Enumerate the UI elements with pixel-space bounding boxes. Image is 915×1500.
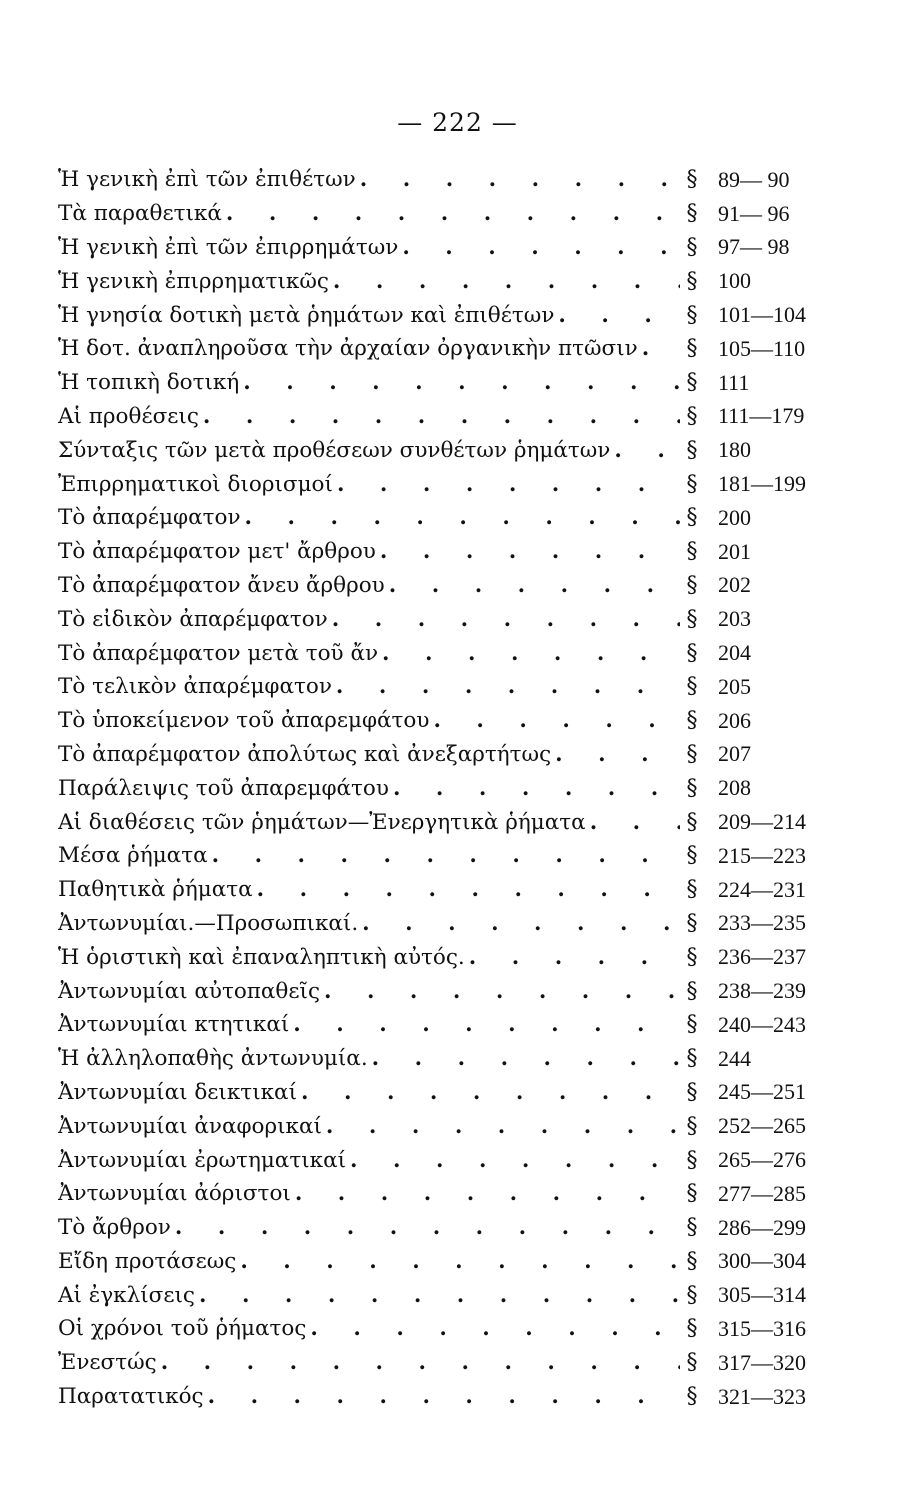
toc-entry-title: Παρατατικός [58,1384,204,1410]
toc-entry-title: Ἐνεστώς [58,1350,157,1376]
dot-leader [240,1249,680,1274]
dot-leader [301,1080,680,1105]
section-sign: § [686,1147,698,1173]
dot-leader [614,438,680,463]
toc-entry-reference: 315—316 [718,1315,806,1341]
section-sign: § [686,775,698,801]
toc-entry [58,704,853,738]
toc-entry-reference: 317—320 [718,1349,806,1375]
toc-entry-title: Ἡ δοτ. ἀναπληροῦσα τὴν ἀρχαίαν ὀργανικὴν πτῶσιν [58,336,638,362]
toc-entry [58,501,853,535]
section-sign: § [686,403,698,429]
toc-entry [58,1076,853,1110]
toc-entry-title: Τὸ τελικὸν ἀπαρέμφατον [58,674,332,700]
toc-entry [58,907,853,941]
section-sign: § [686,843,698,869]
toc-entry-title: Εἴδη προτάσεως [58,1248,237,1274]
toc-entry [58,332,853,366]
section-sign: § [686,234,698,260]
dot-leader [469,945,680,970]
toc-entry-reference: 240—243 [718,1011,806,1037]
toc-entry-reference: 101—104 [718,302,806,328]
toc-entry-title: Τὸ εἰδικὸν ἀπαρέμφατον [58,606,328,632]
section-sign: § [686,708,698,734]
toc-entry [58,602,853,636]
toc-entry-reference: 300—304 [718,1248,806,1274]
toc-entry [58,839,853,873]
section-sign: § [686,1282,698,1308]
toc-entry [58,1380,853,1414]
dot-leader [199,1283,680,1308]
dot-leader [555,742,680,767]
toc-entry [58,1177,853,1211]
dot-leader [350,1148,680,1173]
toc-entry [58,1109,853,1143]
dot-leader [293,1012,680,1037]
toc-entry-reference: 111—179 [718,403,805,429]
toc-entry-reference: 265—276 [718,1147,806,1172]
toc-entry-title: Παράλειψις τοῦ ἀπαρεμφάτου [58,775,389,801]
dot-leader [212,843,680,868]
section-sign: § [686,741,698,767]
toc-entry-title: Αἱ προθέσεις [58,403,199,429]
section-sign: § [686,944,698,970]
toc-entry-title: Οἱ χρόνοι τοῦ ῥήματος [58,1316,307,1342]
dot-leader [362,911,680,936]
toc-entry-reference: 97— 98 [718,234,790,260]
toc-entry-title: Τὸ ἀπαρέμφατον ἀπολύτως καὶ ἀνεξαρτήτως [58,741,552,767]
toc-entry [58,400,853,434]
section-sign: § [686,336,698,362]
toc-entry-reference: 238—239 [718,978,806,1004]
toc-entry-reference: 204 [718,640,751,666]
dot-leader [326,1114,680,1139]
section-sign: § [686,978,698,1004]
dot-leader [243,370,680,395]
toc-entry-reference: 233—235 [718,910,806,936]
toc-entry-reference: 245—251 [718,1079,806,1105]
toc-entry-title: Σύνταξις τῶν μετὰ προθέσεων συνθέτων ῥημάτων [58,437,611,463]
toc-entry [58,1008,853,1042]
toc-entry [58,873,853,907]
toc-entry [58,805,853,839]
section-sign: § [686,1316,698,1342]
toc-entry-reference: 111 [718,369,750,395]
dot-leader [203,404,680,429]
toc-entry [58,366,853,400]
toc-entry-reference: 244 [718,1045,751,1071]
toc-entry [58,974,853,1008]
dot-leader [360,167,680,192]
dot-leader [337,472,680,497]
section-sign: § [686,539,698,565]
section-sign: § [686,1046,698,1072]
dot-leader [310,1316,680,1341]
toc-entry-reference: 252—265 [718,1113,806,1139]
toc-entry-reference: 203 [718,606,751,632]
dot-leader [336,674,680,699]
section-sign: § [686,505,698,531]
dot-leader [372,1046,680,1071]
toc-entry-title: Τὰ παραθετικά [58,201,222,227]
section-sign: § [686,1350,698,1376]
toc-entry-reference: 91— 96 [718,200,790,226]
toc-entry-title: Τὸ ἀπαρέμφατον μετὰ τοῦ ἄν [58,640,379,666]
dot-leader [558,303,680,328]
toc-entry [58,636,853,670]
toc-entry-title: Ἀντωνυμίαι ἀόριστοι [58,1181,291,1207]
toc-entry-reference: 201 [718,538,751,564]
toc-entry [58,940,853,974]
toc-entry-reference: 277—285 [718,1180,806,1206]
toc-entry-reference: 207 [718,741,751,767]
toc-entry-title: Ἀντωνυμίαι κτητικαί [58,1012,290,1038]
toc-entry-reference: 209—214 [718,809,806,835]
section-sign: § [686,370,698,396]
toc-entry [58,231,853,265]
toc-entry [58,1346,853,1380]
section-sign: § [686,606,698,632]
toc-entry [58,1278,853,1312]
section-sign: § [686,640,698,666]
toc-entry [58,1211,853,1245]
toc-entry-title: Τὸ ἄρθρον [58,1215,171,1241]
toc-entry-title: Τὸ ἀπαρέμφατον [58,505,241,531]
toc-entry-title: Ἡ γενικὴ ἐπιρρηματικῶς [58,268,329,294]
toc-entry-title: Τὸ ἀπαρέμφατον ἄνευ ἄρθρου [58,572,385,598]
section-sign: § [686,471,698,497]
toc-entry [58,163,853,197]
dot-leader [333,269,680,294]
toc-entry-reference: 89— 90 [718,166,790,192]
toc-entry [58,433,853,467]
dot-leader [332,607,680,632]
toc-entry-reference: 286—299 [718,1214,806,1240]
section-sign: § [686,1113,698,1139]
section-sign: § [686,1215,698,1241]
toc-entry [58,738,853,772]
dot-leader [257,877,680,902]
toc-entry-reference: 205 [718,673,751,699]
dot-leader [433,708,680,733]
toc-entry-title: Ἡ γενικὴ ἐπὶ τῶν ἐπιθέτων [58,167,356,193]
toc-entry [58,670,853,704]
toc-entry [58,535,853,569]
section-sign: § [686,1384,698,1410]
toc-entry-title: Τὸ ὑποκείμενον τοῦ ἀπαρεμφάτου [58,708,430,734]
toc-entry-reference: 200 [718,504,751,530]
toc-entry [58,569,853,603]
section-sign: § [686,877,698,903]
section-sign: § [686,674,698,700]
dot-leader [389,573,680,598]
toc-entry [58,467,853,501]
dot-leader [402,235,680,260]
toc-entry-reference: 208 [718,775,751,801]
table-of-contents [58,163,853,1413]
toc-entry-title: Ἡ ὁριστικὴ καὶ ἐπαναληπτικὴ αὐτός. [58,944,465,970]
toc-entry-title: Ἡ γενικὴ ἐπὶ τῶν ἐπιρρημάτων [58,234,399,260]
section-sign: § [686,1079,698,1105]
toc-entry-reference: 105—110 [718,335,806,361]
section-sign: § [686,268,698,294]
toc-entry [58,1245,853,1279]
toc-entry-reference: 305—314 [718,1282,806,1308]
dot-leader [226,201,680,226]
dot-leader [590,810,680,835]
section-sign: § [686,437,698,463]
toc-entry [58,1312,853,1346]
toc-entry [58,771,853,805]
toc-entry-reference: 181—199 [718,471,806,497]
toc-entry-reference: 180 [718,437,751,463]
toc-entry [58,298,853,332]
dot-leader [380,539,680,564]
toc-entry-title: Αἱ διαθέσεις τῶν ῥημάτων—Ἐνεργητικὰ ῥήματα [58,809,586,835]
toc-entry-title: Τὸ ἀπαρέμφατον μετ' ἄρθρου [58,539,376,565]
toc-entry-reference: 321—323 [718,1383,806,1409]
dot-leader [175,1215,680,1240]
toc-entry [58,1143,853,1177]
toc-entry-title: Ἀντωνυμίαι ἀναφορικαί [58,1113,322,1139]
page-number: — 222 — [397,108,518,137]
section-sign: § [686,910,698,936]
toc-entry-title: Ἐπιρρηματικοὶ διορισμοί [58,471,333,497]
dot-leader [382,641,680,666]
dot-leader [295,1181,680,1206]
toc-entry [58,1042,853,1076]
toc-entry-reference: 100 [718,268,751,294]
toc-entry-reference: 215—223 [718,842,806,868]
toc-entry-title: Ἀντωνυμίαι αὐτοπαθεῖς [58,978,320,1004]
toc-entry-reference: 206 [718,707,751,733]
toc-entry-reference: 236—237 [718,944,806,970]
toc-entry-title: Ἡ ἀλληλοπαθὴς ἀντωνυμία. [58,1046,368,1072]
toc-entry-title: Ἀντωνυμίαι ἐρωτηματικαί [58,1147,347,1173]
toc-entry-reference: 202 [718,572,751,598]
section-sign: § [686,302,698,328]
toc-entry-reference: 224—231 [718,876,806,902]
toc-entry [58,264,853,298]
toc-entry-title: Ἡ γνησία δοτικὴ μετὰ ῥημάτων καὶ ἐπιθέτων [58,302,555,328]
dot-leader [642,336,680,361]
dot-leader [208,1384,680,1409]
section-sign: § [686,1181,698,1207]
section-sign: § [686,1012,698,1038]
toc-entry [58,197,853,231]
dot-leader [393,776,680,801]
section-sign: § [686,167,698,193]
dot-leader [324,979,680,1004]
toc-entry-title: Παθητικὰ ῥήματα [58,877,253,903]
section-sign: § [686,1248,698,1274]
section-sign: § [686,201,698,227]
toc-entry-title: Ἀντωνυμίαι δεικτικαί [58,1079,298,1105]
toc-entry-title: Μέσα ῥήματα [58,843,208,869]
toc-entry-title: Ἡ τοπικὴ δοτική [58,370,240,396]
section-sign: § [686,572,698,598]
dot-leader [161,1350,680,1375]
section-sign: § [686,809,698,835]
toc-entry-title: Ἀντωνυμίαι.—Προσωπικαί. [58,910,359,936]
dot-leader [245,505,680,530]
toc-entry-title: Αἱ ἐγκλίσεις [58,1282,195,1308]
